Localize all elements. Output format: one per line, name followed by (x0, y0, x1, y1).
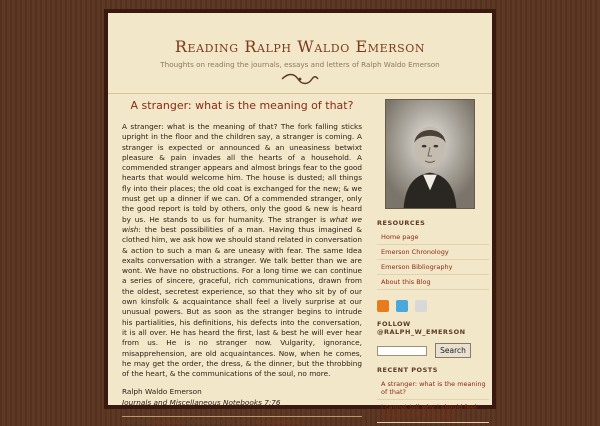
search-input[interactable] (377, 346, 427, 356)
ornament-divider-icon (280, 73, 320, 85)
site-title[interactable]: Reading Ralph Waldo Emerson (174, 37, 426, 56)
resources-list (377, 230, 489, 290)
recent-posts-list (377, 377, 489, 423)
emerson-portrait-image (385, 99, 475, 209)
recent-post-link[interactable]: I cannot tell why I should feel myself such a stranger (377, 400, 489, 423)
site-tagline: Thoughts on reading the journals, essays and letters of Ralph Waldo Emerson (160, 60, 440, 69)
rss-icon[interactable] (377, 300, 389, 312)
meta-category-link[interactable]: JOURNALS (153, 420, 183, 426)
post-meta (122, 416, 362, 426)
resource-link-chronology[interactable]: Emerson Chronology (377, 245, 489, 260)
meta-date: ON FEBRUARY 18, 2014 (184, 420, 251, 426)
sidebar (377, 99, 489, 423)
resources-heading: RESOURCES (377, 219, 426, 227)
search-row (377, 340, 489, 356)
post-title[interactable]: A stranger: what is the meaning of that? (130, 99, 354, 112)
signature-author: Ralph Waldo Emerson (122, 387, 202, 397)
post-body (122, 122, 362, 379)
post-signature (122, 387, 362, 408)
post-text-part1: A stranger: what is the meaning of that? The fork falling sticks upright in the floor and the children say, a stranger is coming. A stranger is expected or announced & an uneasiness betwixt pleasure & pain invades all the hearts of a household. A commended stranger appears and almost brings fear to the good hearts that would welcome him. The house is dusted; all things fly into their places; the old coat is exchanged for the new; & we must get up a dinner if we can. Of a commended stranger, only the good report is told by others, only the good & new is heard by us. He stands to us for humanity. The stranger is (122, 122, 363, 224)
meta-posted-label: POSTED IN (122, 420, 153, 426)
meta-comments-link[interactable]: NO COMMENTS » (255, 420, 304, 426)
post-content (122, 99, 362, 426)
post-text-emphasis: what we wish (122, 214, 362, 234)
meta-separator: | (251, 420, 254, 426)
email-icon[interactable] (415, 300, 427, 312)
resource-link-bibliography[interactable]: Emerson Bibliography (377, 260, 489, 275)
resource-link-home[interactable]: Home page (377, 230, 489, 245)
signature-source: Journals and Miscellaneous Notebooks 7:76 (122, 397, 281, 407)
follow-heading[interactable]: FOLLOW @RALPH_W_EMERSON (377, 320, 466, 336)
search-button[interactable]: Search (435, 343, 471, 358)
recent-post-link[interactable]: A stranger: what is the meaning of that? (377, 377, 489, 400)
twitter-icon[interactable] (396, 300, 408, 312)
social-icons (377, 300, 489, 314)
resource-link-about[interactable]: About this Blog (377, 275, 489, 290)
recent-posts-heading: RECENT POSTS (377, 366, 438, 374)
site-header (108, 13, 492, 94)
page-container (104, 9, 496, 426)
post-text-part2: : the best possibilities of a man. Having thus imagined & clothed him, we ask how we should stand related in conversation & action to such a man & are uneasy with fear. The same Idea exalts conversation with a stranger. We talk better than we are wont. We have no obstructions. For a long time we can continue a series of sincere, graceful, rich communications, drawn from the oldest, secretest experience, so that they who sit by of our own kinsfolk & acquaintance shall feel a lively surprise at our unusual powers. But as soon as the stranger begins to intrude his partialities, his definitions, his defects into the conversation, it is all over. He has heard the first, last & best he will ever hear from us. He is no stranger now. Vulgarity, ignorance, misapprehension, are old acquaintances. Now, when he comes, he may get the order, the dress, & the dinner, but the throbbing of the heart, & the communications of the soul, no more. (122, 224, 362, 379)
